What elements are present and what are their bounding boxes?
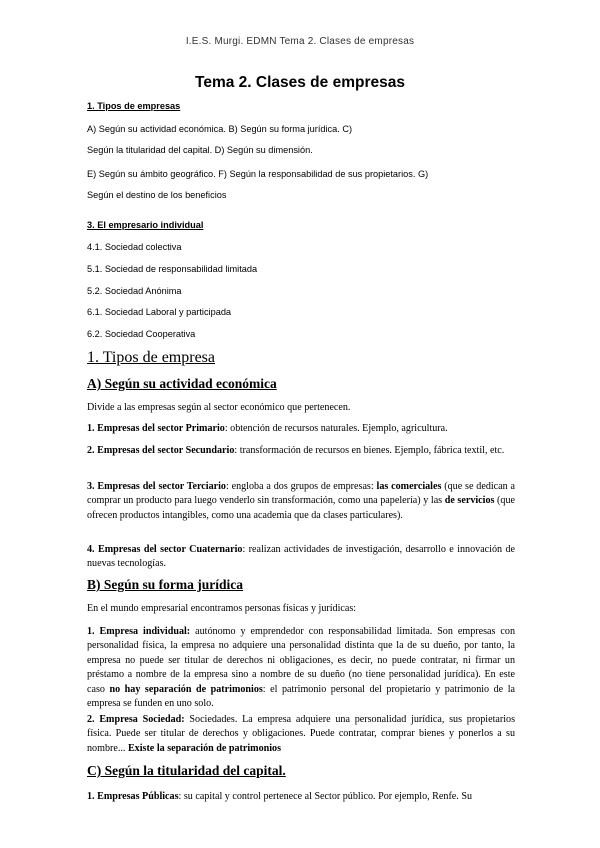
toc-item: 5.2. Sociedad Anónima: [87, 286, 182, 296]
paragraph: [87, 422, 515, 436]
paragraph-text: : engloba a dos grupos de empresas:: [225, 481, 377, 492]
paragraph: [87, 625, 515, 711]
toc-item: 1. Tipos de empresas: [87, 101, 181, 111]
toc-item: 6.2. Sociedad Cooperativa: [87, 329, 196, 339]
page-header: I.E.S. Murgi. EDMN Tema 2. Clases de empresas: [185, 36, 415, 47]
paragraph-text: : transformación de recursos en bienes. Ejemplo, fábrica textil, etc.: [234, 445, 505, 456]
paragraph: [87, 543, 515, 572]
bold-label: 1. Empresas Públicas: [87, 791, 179, 802]
paragraph: En el mundo empresarial encontramos personas físicas y jurídicas:: [87, 603, 357, 614]
paragraph: [87, 713, 515, 756]
toc-item: 5.1. Sociedad de responsabilidad limitada: [87, 264, 258, 274]
bold-label: 1. Empresa individual:: [87, 626, 191, 637]
bold-term: de servicios: [444, 495, 495, 507]
subsection-heading: B) Según su forma jurídica: [87, 577, 244, 592]
toc-item: Según el destino de los beneficios: [87, 190, 227, 200]
subsection-heading: C) Según la titularidad del capital.: [87, 763, 286, 778]
paragraph-text: (que se dedican a comprar un producto para luego venderlo sin transformación, como una papelería) y las: [87, 481, 516, 507]
paragraph-text: autónomo y emprendedor con responsabilidad limitada. Son empresas con personalidad física, la empresa no adquiere una personalidad distinta que la de su dueño, por tanto, la empresa no puede ser titular de derechos ni obligaciones, es decir, no puede contratar, ni firmar un préstamo a nombre de la empresa sino a nombre de su dueño (no tiene personalidad jurídica). En este caso: [87, 626, 515, 695]
paragraph-text: : su capital y control pertenece al Sector público. Por ejemplo, Renfe. Su: [178, 791, 472, 802]
toc-item: E) Según su ámbito geográfico. F) Según la responsabilidad de sus propietarios. G): [87, 169, 429, 179]
toc-item: 6.1. Sociedad Laboral y participada: [87, 307, 232, 317]
paragraph-text: : realizan actividades de investigación, desarrollo e innovación de nuevas tecnologías.: [87, 544, 516, 570]
bold-label: 3. Empresas del sector Terciario: [87, 481, 226, 492]
paragraph: [87, 790, 515, 804]
paragraph-text: : el patrimonio personal del propietario y patrimonio de la empresa se funden en uno solo.: [87, 683, 515, 710]
paragraph: Divide a las empresas según al sector económico que pertenecen.: [87, 402, 351, 413]
subsection-heading: A) Según su actividad económica: [87, 376, 277, 391]
bold-label: 1. Empresas del sector Primario: [87, 423, 225, 434]
toc-item: Según la titularidad del capital. D) Según su dimensión.: [87, 145, 313, 155]
bold-term: las comerciales: [376, 481, 442, 492]
bold-term: Existe la separación de patrimonios: [127, 742, 282, 754]
paragraph-text: (que ofrecen productos intangibles, como una academia que da clases particulares).: [87, 495, 515, 521]
bold-term: no hay separación de patrimonios: [109, 683, 263, 695]
paragraph-text: : obtención de recursos naturales. Ejemplo, agricultura.: [224, 423, 448, 434]
bold-label: 4. Empresas del sector Cuaternario: [87, 544, 243, 555]
page-title: Tema 2. Clases de empresas: [195, 74, 405, 91]
paragraph: [87, 480, 515, 523]
paragraph: [87, 444, 515, 458]
toc-item: 3. El empresario individual: [87, 220, 204, 230]
paragraph-text: Sociedades. La empresa adquiere una personalidad jurídica, sus propietarios física. Puede ser titular de derechos y obligaciones. Puede contratar, comprar bienes y ponerlos a su nombre...: [87, 714, 516, 754]
toc-item: 4.1. Sociedad colectiva: [87, 242, 182, 252]
section-heading: 1. Tipos de empresa: [87, 349, 215, 366]
toc-item: A) Según su actividad económica. B) Según su forma jurídica. C): [87, 124, 353, 134]
bold-label: 2. Empresas del sector Secundario: [87, 445, 235, 456]
bold-label: 2. Empresa Sociedad:: [87, 714, 185, 725]
